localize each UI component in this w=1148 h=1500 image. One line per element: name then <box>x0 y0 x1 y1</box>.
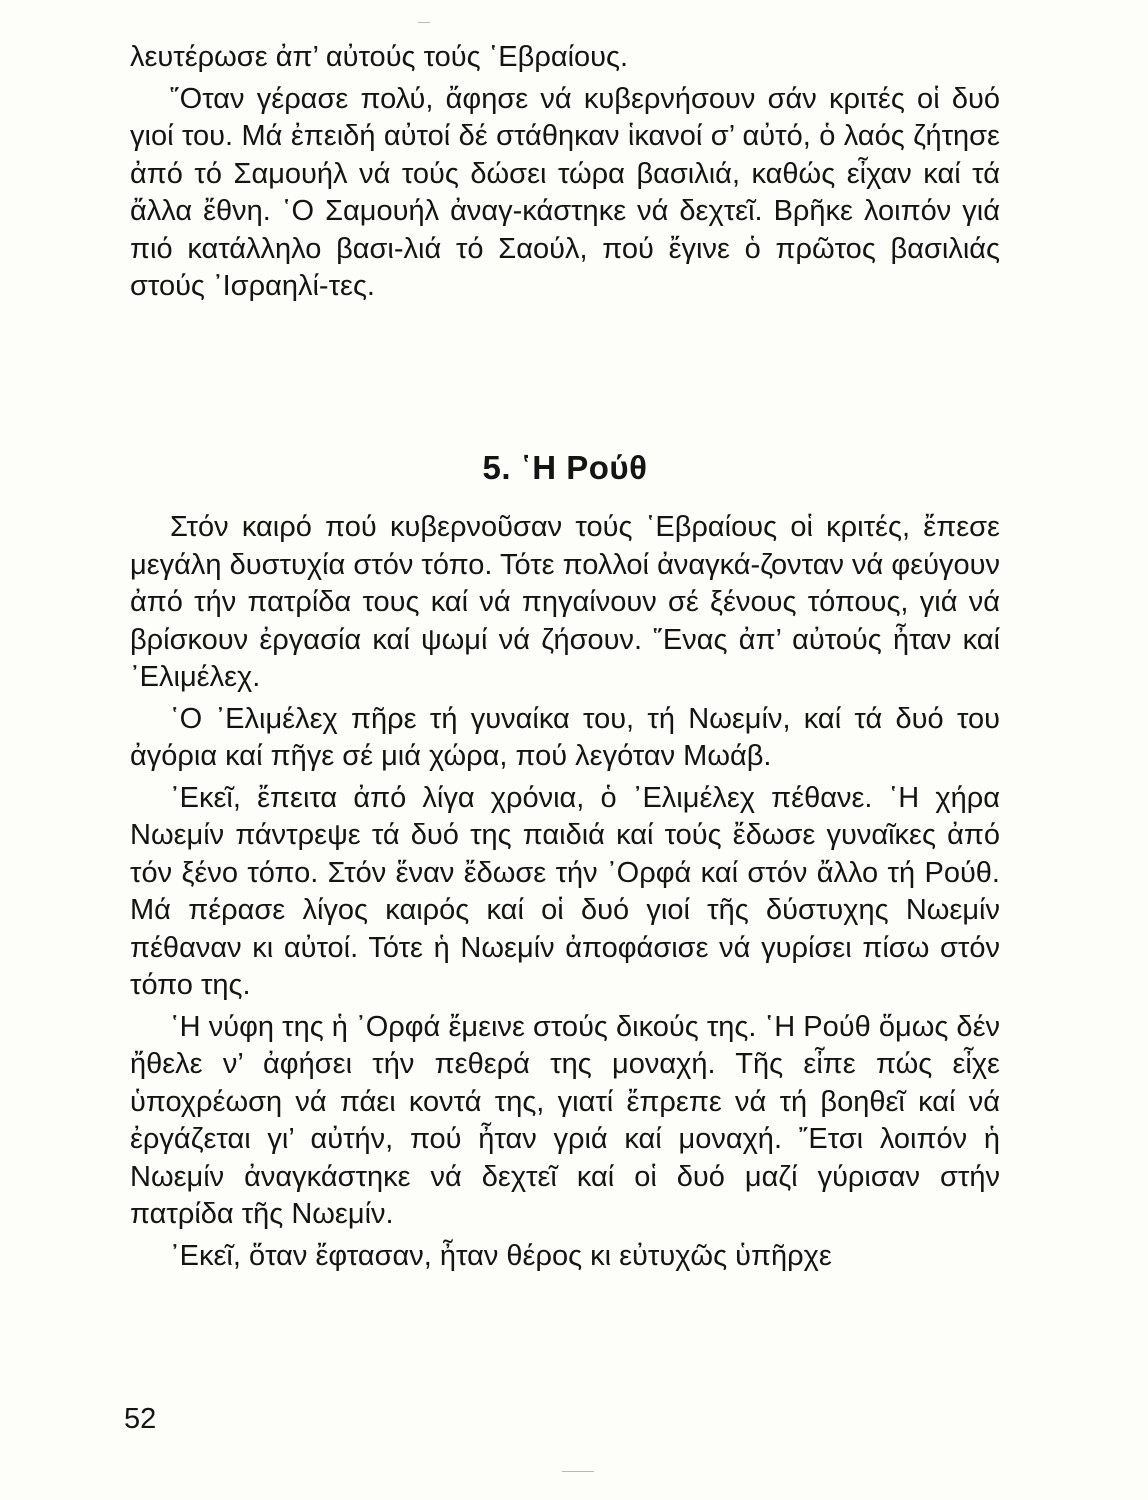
section-body <box>130 509 1000 1279</box>
top-edge-mark <box>418 22 430 23</box>
page-number: 52 <box>124 1403 157 1435</box>
paragraph-continuation: λευτέρωσε ἀπ’ αὐτούς τούς ῾Εβραίους. <box>130 41 629 73</box>
paragraph-4: ῾Η νύφη της ἡ ᾿Ορφά ἔμεινε στούς δικούς της. ῾Η Ρούθ ὅμως δέν ἤθελε ν’ ἀφήσει τήν πεθερά της μοναχή. Τῆς εἶπε πώς εἶχε ὑποχρέωση νά πάει κοντά της, γιατί ἔπρεπε νά τή βοηθεῖ καί νά ἐργάζεται γι’ αὐτήν, πού ἦταν γριά καί μοναχή. ῎Ετσι λοιπόν ἡ Νωεμίν ἀναγκάστηκε νά δεχτεῖ καί οἱ δυό μαζί γύρισαν στήν πατρίδα τῆς Νωεμίν. <box>130 1010 1000 1230</box>
paragraph-samuel: ῞Οταν γέρασε πολύ, ἄφησε νά κυβερνήσουν σάν κριτές οἱ δυό γιοί του. Μά ἐπειδή αὐτοί δέ στάθηκαν ἱκανοί σ’ αὐτό, ὁ λαός ζήτησε ἀπό τό Σαμουήλ νά τούς δώσει τώρα βασιλιά, καθώς εἶχαν καί τά ἄλλα ἔθνη. ῾Ο Σαμουήλ ἀναγ-κάστηκε νά δεχτεῖ. Βρῆκε λοιπόν γιά πιό κατάλληλο βασι-λιά τό Σαούλ, πού ἔγινε ὁ πρῶτος βασιλιάς στούς ᾿Ισραηλί-τες. <box>130 82 1000 302</box>
bottom-edge-mark <box>562 1471 594 1472</box>
paragraph-3: ᾿Εκεῖ, ἔπειτα ἀπό λίγα χρόνια, ὁ ᾿Ελιμέλεχ πέθανε. ῾Η χήρα Νωεμίν πάντρεψε τά δυό της παιδιά καί τούς ἔδωσε γυναῖκες ἀπό τόν ξένο τόπο. Στόν ἕναν ἔδωσε τήν ᾿Ορφά καί στόν ἄλλο τή Ρούθ. Μά πέρασε λίγος καιρός καί οἱ δυό γιοί τῆς δύστυχης Νωεμίν πέθαναν κι αὐτοί. Τότε ἡ Νωεμίν ἀποφάσισε νά γυρίσει πίσω στόν τόπο της. <box>130 781 1000 1001</box>
paragraph-5: ᾿Εκεῖ, ὅταν ἔφτασαν, ἦταν θέρος κι εὐτυχῶς ὑπῆρχε <box>170 1239 832 1272</box>
top-text-section <box>130 39 1000 310</box>
section-heading: 5. ῾Η Ρούθ <box>482 449 648 487</box>
paragraph-2: ῾Ο ᾿Ελιμέλεχ πῆρε τή γυναίκα του, τή Νωεμίν, καί τά δυό του ἀγόρια καί πῆγε σέ μιά χώρα, πού λεγόταν Μωάβ. <box>130 702 1000 772</box>
paragraph-1: Στόν καιρό πού κυβερνοῦσαν τούς ῾Εβραίους οἱ κριτές, ἔπεσε μεγάλη δυστυχία στόν τόπο. Τότε πολλοί ἀναγκά-ζονταν νά φεύγουν ἀπό τήν πατρίδα τους καί νά πηγαίνουν σέ ξένους τόπους, γιά νά βρίσκουν ἐργασία καί ψωμί νά ζήσουν. ῞Ενας ἀπ’ αὐτούς ἦταν καί ᾿Ελιμέλεχ. <box>130 511 1000 693</box>
